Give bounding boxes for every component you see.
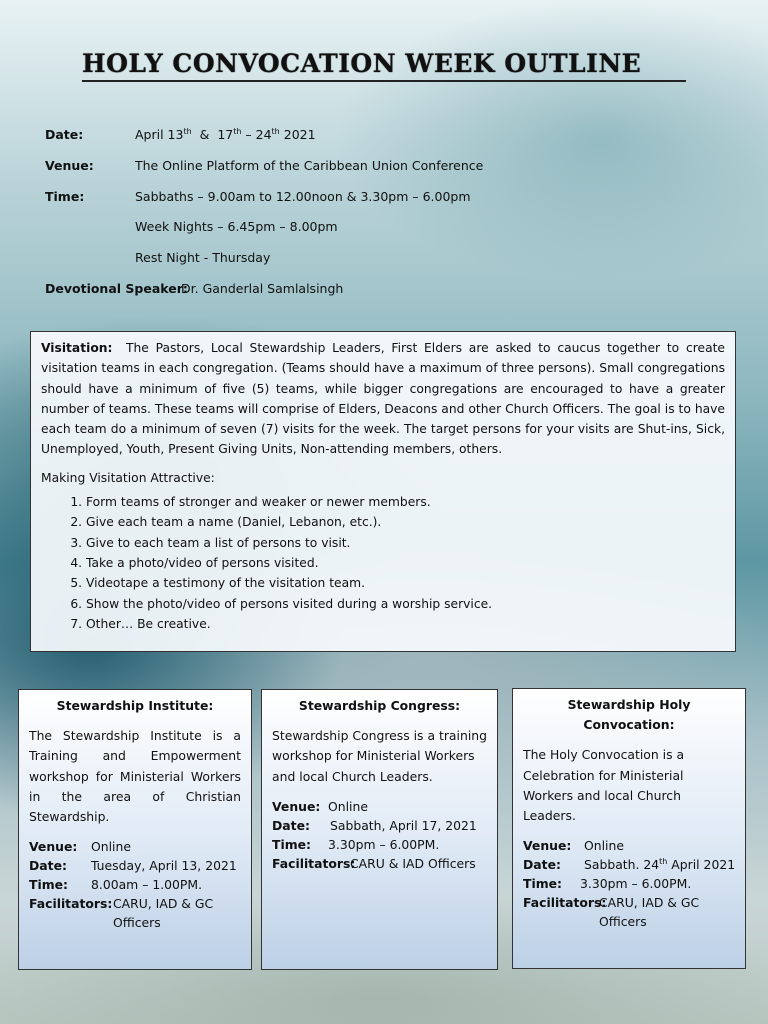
congress-time-value: 3.30pm – 6.00PM. bbox=[328, 836, 440, 852]
list-item: 4. Take a photo/video of persons visited. bbox=[86, 553, 725, 573]
visitation-subheading: Making Visitation Attractive: bbox=[41, 470, 215, 485]
speaker-value: Dr. Ganderlal Samlalsingh bbox=[181, 281, 344, 296]
visitation-box bbox=[30, 331, 736, 652]
list-item: 5. Videotape a testimony of the visitation team. bbox=[86, 573, 725, 593]
time-label: Time: bbox=[45, 189, 85, 204]
institute-description: The Stewardship Institute is a Training and Empowerment workshop for Ministerial Workers in the area of Christian Stewardship. bbox=[29, 728, 241, 825]
visitation-text: The Pastors, Local Stewardship Leaders, First Elders are asked to caucus together to create visitation teams in each congregation. (Teams should have a maximum of three persons). Small congregations should have a minimum of five (5) teams, while bigger congregations are encouraged to have a greater number of teams. These teams will comprise of Elders, Deacons and other Church Officers. The goal is to have each team do a minimum of seven (7) visits for the week. The target persons for your visits are Shut-ins, Sick, Unemployed, Youth, Present Giving Units, Non-attending members, others. bbox=[41, 341, 725, 457]
institute-date-value: Tuesday, April 13, 2021 bbox=[91, 858, 237, 874]
time-sabbaths: Sabbaths – 9.00am to 12.00noon & 3.30pm – 6.00pm bbox=[135, 189, 471, 204]
venue-value: The Online Platform of the Caribbean Union Conference bbox=[135, 158, 484, 173]
list-item: 3. Give to each team a list of persons to visit. bbox=[86, 533, 725, 553]
convocation-facilitators-label: Facilitators: bbox=[523, 895, 607, 911]
convocation-facilitators-value2: Officers bbox=[599, 914, 647, 930]
institute-box bbox=[18, 689, 252, 970]
visitation-paragraph bbox=[41, 338, 725, 460]
congress-facilitators-value: CARU & IAD Officers bbox=[350, 855, 476, 871]
congress-venue-value: Online bbox=[328, 798, 368, 814]
institute-venue-label: Venue: bbox=[29, 839, 78, 855]
convocation-date-label: Date: bbox=[523, 857, 561, 873]
congress-box bbox=[261, 689, 498, 970]
convocation-heading: Stewardship Holy Convocation: bbox=[567, 697, 691, 733]
institute-facilitators-value2: Officers bbox=[113, 915, 161, 931]
convocation-box bbox=[512, 688, 746, 969]
speaker-label: Devotional Speaker: bbox=[45, 281, 188, 296]
visitation-list bbox=[41, 492, 725, 634]
convocation-time-value: 3.30pm – 6.00PM. bbox=[580, 876, 692, 892]
list-item: 7. Other… Be creative. bbox=[86, 614, 725, 634]
convocation-description: The Holy Convocation is a Celebration for Ministerial Workers and local Church Leaders. bbox=[523, 747, 685, 824]
list-item: 1. Form teams of stronger and weaker or newer members. bbox=[86, 492, 725, 512]
time-weeknights: Week Nights – 6.45pm – 8.00pm bbox=[135, 219, 338, 234]
convocation-facilitators-value: CARU, IAD & GC bbox=[599, 895, 700, 911]
list-item: 2. Give each team a name (Daniel, Lebanon, etc.). bbox=[86, 512, 725, 532]
institute-heading: Stewardship Institute: bbox=[56, 698, 214, 713]
convocation-venue-label: Venue: bbox=[523, 838, 572, 854]
institute-facilitators-value: CARU, IAD & GC bbox=[113, 896, 214, 912]
page-title: HOLY CONVOCATION WEEK OUTLINE bbox=[82, 47, 686, 82]
institute-time-value: 8.00am – 1.00PM. bbox=[91, 877, 203, 893]
congress-venue-label: Venue: bbox=[272, 798, 321, 814]
venue-label: Venue: bbox=[45, 158, 94, 173]
date-value: April 13th & 17th – 24th 2021 bbox=[135, 126, 316, 142]
time-restnight: Rest Night - Thursday bbox=[135, 250, 271, 265]
institute-venue-value: Online bbox=[91, 839, 131, 855]
congress-time-label: Time: bbox=[272, 836, 311, 852]
institute-time-label: Time: bbox=[29, 877, 68, 893]
institute-date-label: Date: bbox=[29, 858, 67, 874]
congress-heading: Stewardship Congress: bbox=[298, 698, 461, 713]
date-label: Date: bbox=[45, 127, 84, 142]
institute-facilitators-label: Facilitators: bbox=[29, 896, 113, 912]
congress-facilitators-label: Facilitators: bbox=[272, 855, 356, 871]
list-item: 6. Show the photo/video of persons visited during a worship service. bbox=[86, 594, 725, 614]
convocation-venue-value: Online bbox=[584, 838, 624, 854]
convocation-time-label: Time: bbox=[523, 876, 562, 892]
convocation-date-value: Sabbath. 24th April 2021 bbox=[584, 857, 736, 873]
congress-description: Stewardship Congress is a training workshop for Ministerial Workers and local Church Leaders. bbox=[272, 728, 487, 784]
visitation-label: Visitation: bbox=[41, 341, 113, 355]
congress-date-value: Sabbath, April 17, 2021 bbox=[330, 817, 477, 833]
congress-date-label: Date: bbox=[272, 817, 310, 833]
